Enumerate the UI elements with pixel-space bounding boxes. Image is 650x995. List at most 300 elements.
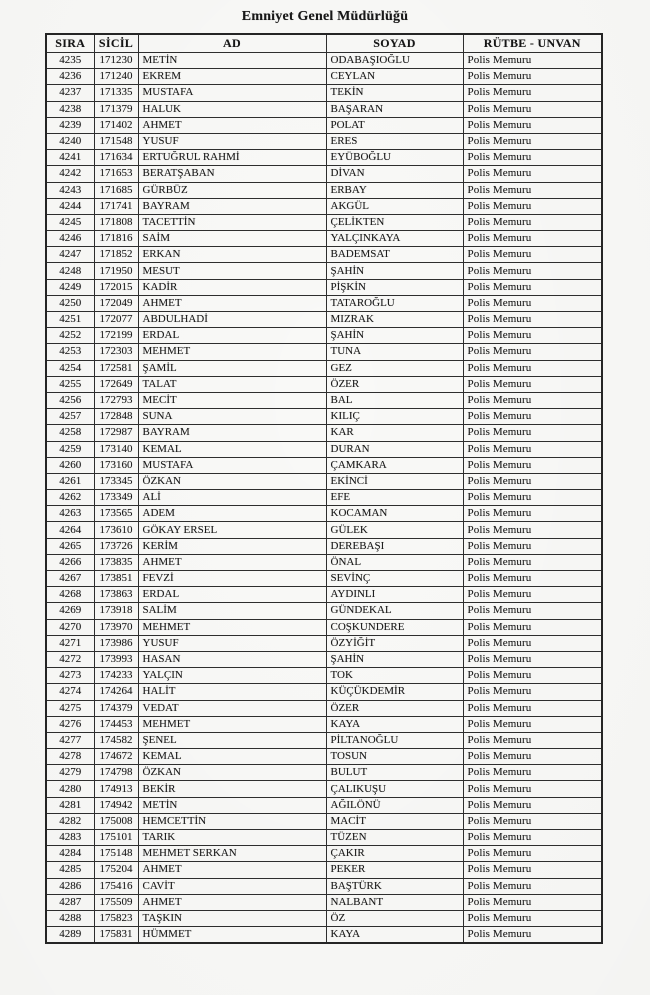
table-row: [46, 344, 602, 360]
cell-rutbe: Polis Memuru: [463, 214, 602, 230]
cell-soyad: ŞAHİN: [326, 651, 463, 667]
table-row: [46, 700, 602, 716]
cell-sicil: 173918: [94, 603, 138, 619]
cell-rutbe: Polis Memuru: [463, 490, 602, 506]
cell-sicil: 171852: [94, 247, 138, 263]
cell-soyad: CEYLAN: [326, 69, 463, 85]
cell-soyad: KOCAMAN: [326, 506, 463, 522]
cell-ad: AHMET: [138, 894, 326, 910]
cell-sicil: 172793: [94, 392, 138, 408]
cell-sira: 4248: [46, 263, 94, 279]
cell-rutbe: Polis Memuru: [463, 198, 602, 214]
cell-sira: 4283: [46, 830, 94, 846]
cell-rutbe: Polis Memuru: [463, 231, 602, 247]
cell-ad: METİN: [138, 797, 326, 813]
cell-rutbe: Polis Memuru: [463, 700, 602, 716]
table-row: [46, 797, 602, 813]
cell-sicil: 174264: [94, 684, 138, 700]
table-row: [46, 263, 602, 279]
cell-ad: MUSTAFA: [138, 457, 326, 473]
cell-rutbe: Polis Memuru: [463, 473, 602, 489]
cell-sira: 4240: [46, 133, 94, 149]
cell-soyad: AKGÜL: [326, 198, 463, 214]
table-row: [46, 85, 602, 101]
cell-ad: TAŞKIN: [138, 910, 326, 926]
cell-soyad: PEKER: [326, 862, 463, 878]
cell-sicil: 171335: [94, 85, 138, 101]
cell-sira: 4275: [46, 700, 94, 716]
cell-ad: HALUK: [138, 101, 326, 117]
cell-soyad: DİVAN: [326, 166, 463, 182]
table-row: [46, 862, 602, 878]
cell-sicil: 171808: [94, 214, 138, 230]
cell-sira: 4265: [46, 538, 94, 554]
table-row: [46, 409, 602, 425]
cell-sira: 4251: [46, 312, 94, 328]
table-row: [46, 312, 602, 328]
cell-soyad: ERES: [326, 133, 463, 149]
table-header: [46, 34, 602, 53]
table-row: [46, 441, 602, 457]
cell-rutbe: Polis Memuru: [463, 716, 602, 732]
cell-rutbe: Polis Memuru: [463, 344, 602, 360]
table-row: [46, 635, 602, 651]
cell-ad: MECİT: [138, 392, 326, 408]
cell-ad: HEMCETTİN: [138, 813, 326, 829]
table-row: [46, 166, 602, 182]
cell-ad: ERTUĞRUL RAHMİ: [138, 150, 326, 166]
cell-rutbe: Polis Memuru: [463, 133, 602, 149]
cell-ad: KEMAL: [138, 749, 326, 765]
table-row: [46, 182, 602, 198]
cell-rutbe: Polis Memuru: [463, 878, 602, 894]
cell-sira: 4288: [46, 910, 94, 926]
table-row: [46, 214, 602, 230]
cell-sira: 4286: [46, 878, 94, 894]
cell-soyad: ODABAŞIOĞLU: [326, 53, 463, 69]
cell-ad: ABDULHADİ: [138, 312, 326, 328]
cell-sira: 4260: [46, 457, 94, 473]
cell-sicil: 174798: [94, 765, 138, 781]
cell-rutbe: Polis Memuru: [463, 765, 602, 781]
cell-soyad: ÖZER: [326, 700, 463, 716]
cell-sicil: 175101: [94, 830, 138, 846]
cell-soyad: MACİT: [326, 813, 463, 829]
table-row: [46, 830, 602, 846]
column-header-ad: AD: [138, 34, 326, 53]
cell-sira: 4253: [46, 344, 94, 360]
cell-sicil: 172581: [94, 360, 138, 376]
cell-sicil: 173726: [94, 538, 138, 554]
table-row: [46, 749, 602, 765]
cell-sicil: 172199: [94, 328, 138, 344]
cell-sicil: 174582: [94, 732, 138, 748]
cell-soyad: TUNA: [326, 344, 463, 360]
cell-ad: YUSUF: [138, 635, 326, 651]
cell-sicil: 173835: [94, 554, 138, 570]
cell-sira: 4266: [46, 554, 94, 570]
cell-soyad: DEREBAŞI: [326, 538, 463, 554]
table-row: [46, 360, 602, 376]
table-row: [46, 279, 602, 295]
cell-sicil: 172049: [94, 295, 138, 311]
cell-soyad: EYÜBOĞLU: [326, 150, 463, 166]
cell-soyad: KAR: [326, 425, 463, 441]
cell-sira: 4258: [46, 425, 94, 441]
cell-soyad: ÖZ: [326, 910, 463, 926]
cell-sira: 4270: [46, 619, 94, 635]
cell-sira: 4267: [46, 571, 94, 587]
cell-soyad: BAL: [326, 392, 463, 408]
cell-ad: CAVİT: [138, 878, 326, 894]
cell-ad: ERDAL: [138, 328, 326, 344]
personnel-table: [45, 33, 603, 944]
cell-sira: 4255: [46, 376, 94, 392]
cell-soyad: MIZRAK: [326, 312, 463, 328]
cell-soyad: ÇAMKARA: [326, 457, 463, 473]
cell-soyad: ÖNAL: [326, 554, 463, 570]
cell-sira: 4252: [46, 328, 94, 344]
cell-soyad: EFE: [326, 490, 463, 506]
cell-sira: 4263: [46, 506, 94, 522]
cell-sicil: 173851: [94, 571, 138, 587]
cell-soyad: PİLTANOĞLU: [326, 732, 463, 748]
cell-soyad: KÜÇÜKDEMİR: [326, 684, 463, 700]
cell-sicil: 174379: [94, 700, 138, 716]
cell-sira: 4237: [46, 85, 94, 101]
table-row: [46, 781, 602, 797]
cell-sicil: 175509: [94, 894, 138, 910]
cell-ad: ERKAN: [138, 247, 326, 263]
cell-rutbe: Polis Memuru: [463, 635, 602, 651]
cell-soyad: BAŞARAN: [326, 101, 463, 117]
cell-sicil: 173349: [94, 490, 138, 506]
cell-soyad: ÖZER: [326, 376, 463, 392]
cell-sira: 4287: [46, 894, 94, 910]
table-row: [46, 813, 602, 829]
cell-rutbe: Polis Memuru: [463, 927, 602, 944]
cell-sicil: 173345: [94, 473, 138, 489]
table-row: [46, 684, 602, 700]
cell-sicil: 174672: [94, 749, 138, 765]
cell-rutbe: Polis Memuru: [463, 894, 602, 910]
cell-ad: BAYRAM: [138, 425, 326, 441]
cell-sicil: 172077: [94, 312, 138, 328]
table-row: [46, 668, 602, 684]
table-row: [46, 69, 602, 85]
cell-sicil: 172987: [94, 425, 138, 441]
table-row: [46, 732, 602, 748]
table-row: [46, 910, 602, 926]
cell-ad: MESUT: [138, 263, 326, 279]
cell-soyad: GÜLEK: [326, 522, 463, 538]
cell-sira: 4272: [46, 651, 94, 667]
cell-sicil: 175416: [94, 878, 138, 894]
cell-sira: 4256: [46, 392, 94, 408]
cell-rutbe: Polis Memuru: [463, 830, 602, 846]
table-row: [46, 198, 602, 214]
cell-ad: MEHMET: [138, 344, 326, 360]
cell-rutbe: Polis Memuru: [463, 247, 602, 263]
cell-sicil: 173986: [94, 635, 138, 651]
cell-sicil: 171816: [94, 231, 138, 247]
cell-sicil: 171741: [94, 198, 138, 214]
cell-soyad: TÜZEN: [326, 830, 463, 846]
cell-soyad: TEKİN: [326, 85, 463, 101]
cell-rutbe: Polis Memuru: [463, 651, 602, 667]
cell-sicil: 174233: [94, 668, 138, 684]
table-row: [46, 231, 602, 247]
table-row: [46, 457, 602, 473]
cell-sira: 4262: [46, 490, 94, 506]
cell-sicil: 171634: [94, 150, 138, 166]
table-row: [46, 927, 602, 944]
cell-rutbe: Polis Memuru: [463, 101, 602, 117]
cell-sira: 4243: [46, 182, 94, 198]
cell-sicil: 171950: [94, 263, 138, 279]
table-row: [46, 878, 602, 894]
cell-rutbe: Polis Memuru: [463, 506, 602, 522]
cell-sira: 4268: [46, 587, 94, 603]
table-row: [46, 117, 602, 133]
cell-sicil: 173140: [94, 441, 138, 457]
cell-soyad: ŞAHİN: [326, 263, 463, 279]
cell-sicil: 171230: [94, 53, 138, 69]
table-row: [46, 571, 602, 587]
cell-ad: EKREM: [138, 69, 326, 85]
cell-soyad: PİŞKİN: [326, 279, 463, 295]
cell-ad: ŞENEL: [138, 732, 326, 748]
table-row: [46, 603, 602, 619]
cell-ad: MUSTAFA: [138, 85, 326, 101]
cell-soyad: EKİNCİ: [326, 473, 463, 489]
cell-soyad: ÇALIKUŞU: [326, 781, 463, 797]
cell-sira: 4279: [46, 765, 94, 781]
cell-ad: AHMET: [138, 117, 326, 133]
cell-sicil: 173160: [94, 457, 138, 473]
cell-sicil: 171379: [94, 101, 138, 117]
cell-sicil: 171402: [94, 117, 138, 133]
cell-ad: FEVZİ: [138, 571, 326, 587]
table-row: [46, 846, 602, 862]
cell-sira: 4276: [46, 716, 94, 732]
cell-sicil: 175204: [94, 862, 138, 878]
table-row: [46, 473, 602, 489]
table-row: [46, 392, 602, 408]
cell-sicil: 171240: [94, 69, 138, 85]
cell-sira: 4280: [46, 781, 94, 797]
cell-ad: AHMET: [138, 295, 326, 311]
cell-sira: 4281: [46, 797, 94, 813]
cell-ad: METİN: [138, 53, 326, 69]
table-header-row: [46, 34, 602, 53]
column-header-sicil: SİCİL: [94, 34, 138, 53]
table-row: [46, 587, 602, 603]
cell-rutbe: Polis Memuru: [463, 797, 602, 813]
cell-sira: 4247: [46, 247, 94, 263]
cell-sicil: 173970: [94, 619, 138, 635]
cell-ad: ERDAL: [138, 587, 326, 603]
cell-ad: TACETTİN: [138, 214, 326, 230]
cell-ad: KADİR: [138, 279, 326, 295]
table-row: [46, 247, 602, 263]
cell-ad: ADEM: [138, 506, 326, 522]
table-row: [46, 651, 602, 667]
table-row: [46, 894, 602, 910]
cell-rutbe: Polis Memuru: [463, 328, 602, 344]
cell-sicil: 172303: [94, 344, 138, 360]
cell-sicil: 171548: [94, 133, 138, 149]
cell-sira: 4239: [46, 117, 94, 133]
cell-ad: BAYRAM: [138, 198, 326, 214]
cell-sira: 4236: [46, 69, 94, 85]
cell-sicil: 174913: [94, 781, 138, 797]
cell-ad: ALİ: [138, 490, 326, 506]
cell-ad: SALİM: [138, 603, 326, 619]
cell-soyad: COŞKUNDERE: [326, 619, 463, 635]
cell-sicil: 172649: [94, 376, 138, 392]
cell-soyad: TATAROĞLU: [326, 295, 463, 311]
cell-soyad: GEZ: [326, 360, 463, 376]
cell-rutbe: Polis Memuru: [463, 69, 602, 85]
cell-rutbe: Polis Memuru: [463, 846, 602, 862]
cell-sira: 4242: [46, 166, 94, 182]
cell-sira: 4274: [46, 684, 94, 700]
cell-ad: ŞAMİL: [138, 360, 326, 376]
document-title: Emniyet Genel Müdürlüğü: [241, 9, 409, 24]
cell-rutbe: Polis Memuru: [463, 910, 602, 926]
cell-sira: 4269: [46, 603, 94, 619]
table-row: [46, 522, 602, 538]
cell-rutbe: Polis Memuru: [463, 781, 602, 797]
cell-rutbe: Polis Memuru: [463, 554, 602, 570]
table-row: [46, 328, 602, 344]
cell-ad: YALÇIN: [138, 668, 326, 684]
cell-soyad: POLAT: [326, 117, 463, 133]
cell-soyad: AĞILÖNÜ: [326, 797, 463, 813]
cell-sira: 4235: [46, 53, 94, 69]
cell-rutbe: Polis Memuru: [463, 668, 602, 684]
cell-ad: VEDAT: [138, 700, 326, 716]
cell-soyad: ERBAY: [326, 182, 463, 198]
cell-ad: TALAT: [138, 376, 326, 392]
cell-rutbe: Polis Memuru: [463, 85, 602, 101]
cell-ad: BEKİR: [138, 781, 326, 797]
cell-sira: 4282: [46, 813, 94, 829]
cell-sicil: 175823: [94, 910, 138, 926]
cell-sicil: 175148: [94, 846, 138, 862]
cell-ad: GÖKAY ERSEL: [138, 522, 326, 538]
cell-soyad: AYDINLI: [326, 587, 463, 603]
cell-sicil: 171685: [94, 182, 138, 198]
cell-ad: TARIK: [138, 830, 326, 846]
cell-ad: BERATŞABAN: [138, 166, 326, 182]
cell-ad: YUSUF: [138, 133, 326, 149]
cell-sira: 4289: [46, 927, 94, 944]
cell-sira: 4264: [46, 522, 94, 538]
cell-sicil: 175831: [94, 927, 138, 944]
cell-soyad: TOK: [326, 668, 463, 684]
cell-rutbe: Polis Memuru: [463, 603, 602, 619]
cell-sira: 4273: [46, 668, 94, 684]
cell-rutbe: Polis Memuru: [463, 441, 602, 457]
cell-rutbe: Polis Memuru: [463, 376, 602, 392]
cell-sira: 4271: [46, 635, 94, 651]
cell-rutbe: Polis Memuru: [463, 392, 602, 408]
cell-soyad: ÖZYİĞİT: [326, 635, 463, 651]
cell-soyad: TOSUN: [326, 749, 463, 765]
table-row: [46, 538, 602, 554]
cell-ad: AHMET: [138, 554, 326, 570]
cell-ad: GÜRBÜZ: [138, 182, 326, 198]
column-header-rutbe-unvan: RÜTBE - UNVAN: [463, 34, 602, 53]
table-row: [46, 376, 602, 392]
cell-rutbe: Polis Memuru: [463, 182, 602, 198]
table-row: [46, 506, 602, 522]
table-row: [46, 716, 602, 732]
cell-rutbe: Polis Memuru: [463, 587, 602, 603]
cell-sira: 4284: [46, 846, 94, 862]
cell-soyad: NALBANT: [326, 894, 463, 910]
cell-rutbe: Polis Memuru: [463, 150, 602, 166]
cell-soyad: ÇAKIR: [326, 846, 463, 862]
cell-sira: 4261: [46, 473, 94, 489]
cell-ad: HASAN: [138, 651, 326, 667]
cell-sira: 4250: [46, 295, 94, 311]
cell-ad: ÖZKAN: [138, 765, 326, 781]
cell-rutbe: Polis Memuru: [463, 409, 602, 425]
cell-sicil: 173993: [94, 651, 138, 667]
table-row: [46, 150, 602, 166]
cell-ad: HALİT: [138, 684, 326, 700]
table-row: [46, 53, 602, 69]
cell-rutbe: Polis Memuru: [463, 457, 602, 473]
cell-ad: ÖZKAN: [138, 473, 326, 489]
cell-soyad: BULUT: [326, 765, 463, 781]
cell-sira: 4245: [46, 214, 94, 230]
cell-sira: 4254: [46, 360, 94, 376]
cell-ad: SUNA: [138, 409, 326, 425]
table-row: [46, 619, 602, 635]
cell-sira: 4241: [46, 150, 94, 166]
cell-ad: AHMET: [138, 862, 326, 878]
cell-sicil: 172015: [94, 279, 138, 295]
cell-rutbe: Polis Memuru: [463, 684, 602, 700]
cell-sira: 4249: [46, 279, 94, 295]
cell-soyad: KILIÇ: [326, 409, 463, 425]
cell-sicil: 174942: [94, 797, 138, 813]
cell-ad: HÜMMET: [138, 927, 326, 944]
cell-rutbe: Polis Memuru: [463, 117, 602, 133]
cell-soyad: ÇELİKTEN: [326, 214, 463, 230]
cell-rutbe: Polis Memuru: [463, 263, 602, 279]
cell-sira: 4259: [46, 441, 94, 457]
cell-soyad: ŞAHİN: [326, 328, 463, 344]
cell-sira: 4278: [46, 749, 94, 765]
table-row: [46, 295, 602, 311]
cell-sicil: 172848: [94, 409, 138, 425]
cell-sira: 4277: [46, 732, 94, 748]
cell-sira: 4246: [46, 231, 94, 247]
cell-soyad: DURAN: [326, 441, 463, 457]
cell-ad: KEMAL: [138, 441, 326, 457]
table-row: [46, 490, 602, 506]
cell-rutbe: Polis Memuru: [463, 166, 602, 182]
cell-sira: 4285: [46, 862, 94, 878]
cell-sira: 4238: [46, 101, 94, 117]
cell-rutbe: Polis Memuru: [463, 279, 602, 295]
cell-rutbe: Polis Memuru: [463, 360, 602, 376]
